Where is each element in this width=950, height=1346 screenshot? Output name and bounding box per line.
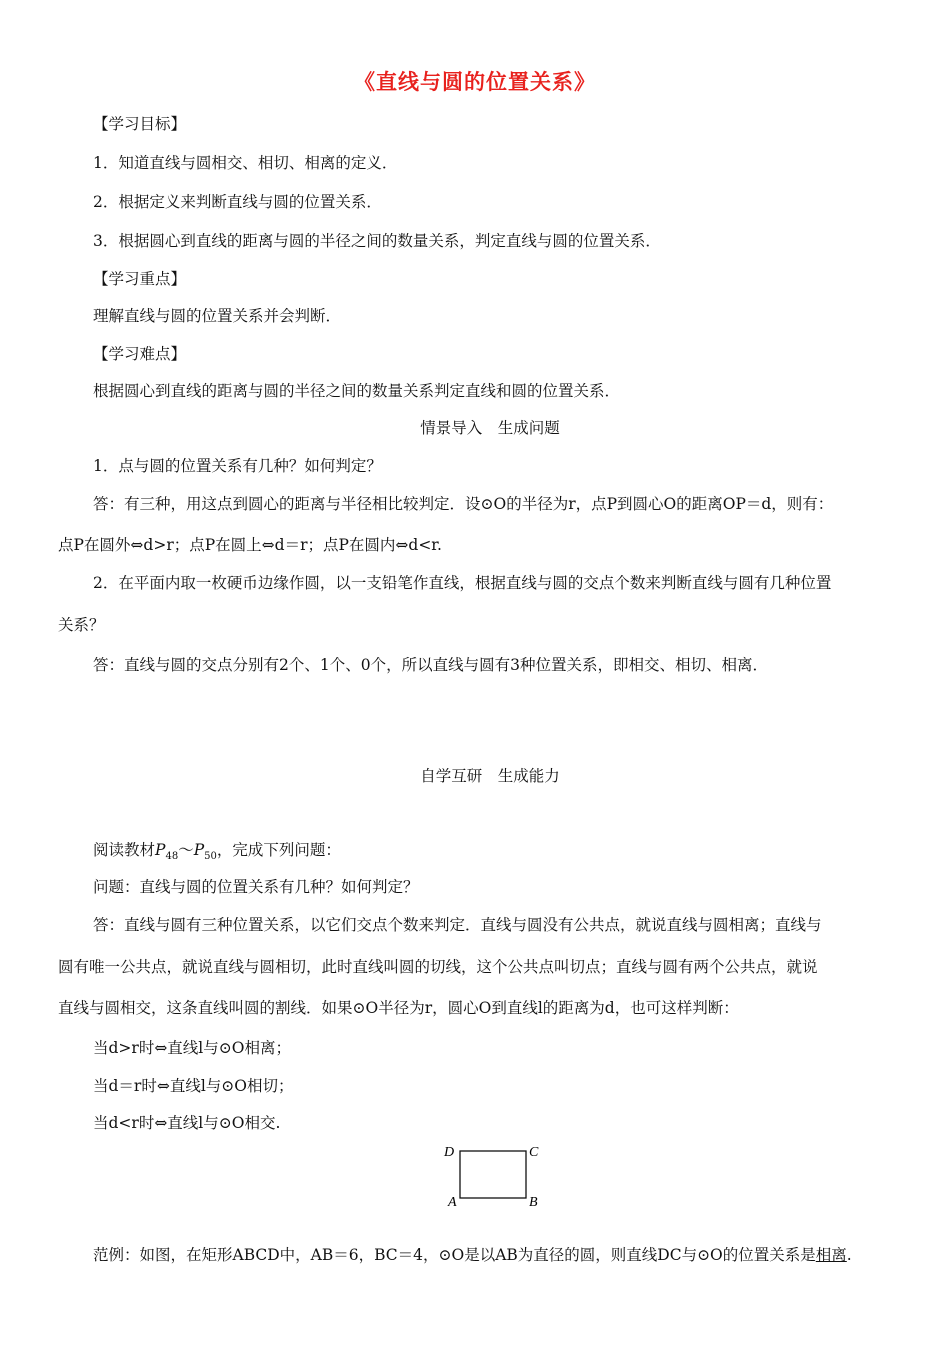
read-suffix: ，完成下列问题： [216, 841, 341, 859]
label-c: C [529, 1145, 539, 1160]
page-ref-end: P [193, 841, 205, 859]
read-tilde: ～ [178, 841, 194, 859]
rectangle-abcd [460, 1151, 526, 1198]
read-prefix: 阅读教材 [93, 841, 156, 859]
question-2-line-1: 2．在平面内取一枚硬币边缘作圆，以一支铅笔作直线，根据直线与圆的交点个数来判断直线与圆有几种位置 [93, 574, 832, 592]
question-1: 1．点与圆的位置关系有几种？如何判定？ [93, 457, 382, 475]
condition-separate: 当d>r时⇔直线l与⊙O相离； [93, 1039, 291, 1057]
goal-3: 3．根据圆心到直线的距离与圆的半径之间的数量关系，判定直线与圆的位置关系． [93, 232, 661, 250]
reading-instruction [93, 840, 341, 867]
section-title-selfstudy: 自学互研 生成能力 [420, 767, 560, 785]
study-answer-line-2: 圆有唯一公共点，就说直线与圆相切，此时直线叫圆的切线，这个公共点叫切点；直线与圆有两个公共点，就说 [58, 958, 818, 976]
condition-intersect: 当d<r时⇔直线l与⊙O相交. [93, 1114, 281, 1132]
document-title: 《直线与圆的位置关系》 [354, 69, 596, 94]
section-title-intro: 情景导入 生成问题 [420, 419, 560, 437]
label-d: D [444, 1145, 455, 1160]
difficulty-text: 根据圆心到直线的距离与圆的半径之间的数量关系判定直线和圆的位置关系． [93, 382, 621, 400]
example-problem [93, 1245, 852, 1265]
goal-2: 2．根据定义来判断直线与圆的位置关系． [93, 193, 382, 211]
answer-1-line-1: 答：有三种，用这点到圆心的距离与半径相比较判定．设⊙O的半径为r，点P到圆心O的距离OP＝d，则有： [93, 495, 834, 513]
example-text: 范例：如图，在矩形ABCD中，AB＝6，BC＝4，⊙O是以AB为直径的圆，则直线DC与⊙O的位置关系是 [93, 1246, 816, 1264]
study-answer-line-1: 答：直线与圆有三种位置关系，以它们交点个数来判定．直线与圆没有公共点，就说直线与圆相离；直线与 [93, 916, 822, 934]
answer-1-line-2: 点P在圆外⇔d>r；点P在圆上⇔d＝r；点P在圆内⇔d<r. [58, 536, 442, 554]
label-b: B [529, 1195, 538, 1210]
study-answer-line-3: 直线与圆相交，这条直线叫圆的割线．如果⊙O半径为r，圆心O到直线l的距离为d，也可这样判断： [58, 999, 739, 1017]
answer-2: 答：直线与圆的交点分别有2个、1个、0个，所以直线与圆有3种位置关系，即相交、相切、相离． [93, 656, 768, 674]
condition-tangent: 当d＝r时⇔直线l与⊙O相切； [93, 1077, 294, 1095]
label-a: A [448, 1195, 457, 1210]
example-end: . [846, 1246, 852, 1264]
page-ref-start-num: 48 [165, 851, 179, 863]
page-ref-end-num: 50 [204, 851, 217, 863]
difficulty-header: 【学习难点】 [93, 345, 187, 363]
page-ref-start: P [155, 841, 166, 859]
focus-header: 【学习重点】 [93, 270, 187, 288]
goal-1: 1．知道直线与圆相交、相切、相离的定义． [93, 154, 398, 172]
study-question: 问题：直线与圆的位置关系有几种？如何判定？ [93, 878, 419, 896]
rectangle-figure [440, 1140, 550, 1212]
goals-header: 【学习目标】 [93, 115, 187, 133]
focus-text: 理解直线与圆的位置关系并会判断． [93, 307, 342, 325]
example-answer: 相离 [815, 1246, 847, 1264]
question-2-line-2: 关系？ [58, 616, 105, 634]
